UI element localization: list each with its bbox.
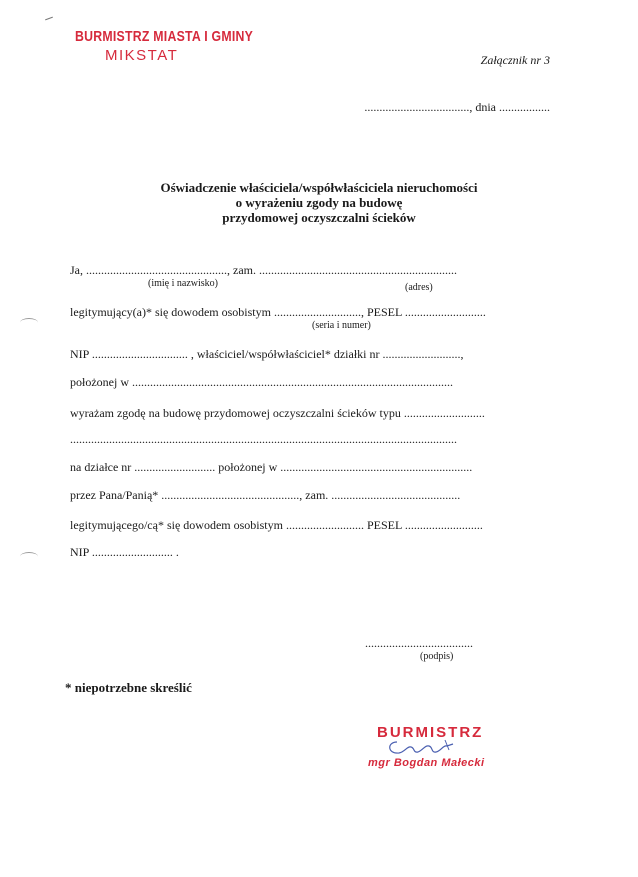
form-line-name-address: Ja, ..............................................., zam. .................................................................. [70, 263, 457, 277]
form-line-plot: na działce nr ........................... położonej w ................................................................ [70, 460, 473, 474]
form-line-person-nip: NIP ........................... . [70, 545, 179, 559]
mayor-stamp-name: mgr Bogdan Małecki [368, 757, 485, 769]
signature-dots: .................................... [365, 636, 473, 650]
form-line-by-person: przez Pana/Panią* .............................................., zam. ........................................... [70, 488, 461, 502]
punch-hole-mark [20, 552, 38, 561]
handwritten-signature [385, 736, 465, 758]
document-title-line2: o wyrażeniu zgody na budowę [235, 195, 403, 210]
signature-label: (podpis) [420, 651, 454, 662]
scan-mark [45, 17, 53, 21]
form-line-id-pesel: legitymujący(a)* się dowodem osobistym ............................., PESEL ........................... [70, 305, 486, 319]
mayor-stamp-title: BURMISTRZ [377, 724, 484, 741]
date-line: ..................................., dnia ................. [364, 100, 550, 114]
punch-hole-mark [20, 318, 38, 327]
label-name: (imię i nazwisko) [148, 278, 218, 289]
office-stamp-line2: MIKSTAT [105, 47, 179, 64]
form-line-located: położonej w ........................................................................................................... [70, 375, 453, 389]
label-id-series: (seria i numer) [312, 320, 371, 331]
form-line-blank: ................................................................................................................................. [70, 432, 457, 446]
attachment-label: Załącznik nr 3 [480, 53, 550, 67]
form-line-person-id: legitymującego/cą* się dowodem osobistym .......................... PESEL .......................... [70, 518, 483, 532]
document-title-line1: Oświadczenie właściciela/współwłaściciela nieruchomości [160, 180, 478, 195]
form-line-consent: wyrażam zgodę na budowę przydomowej oczyszczalni ścieków typu ........................... [70, 406, 485, 420]
form-line-nip-owner: NIP ................................ , właściciel/współwłaściciel* działki nr .........................., [70, 347, 464, 361]
label-address: (adres) [405, 282, 433, 293]
document-title-line3: przydomowej oczyszczalni ścieków [222, 210, 416, 225]
footnote: * niepotrzebne skreślić [65, 680, 192, 695]
office-stamp-line1: BURMISTRZ MIASTA I GMINY [75, 28, 254, 45]
